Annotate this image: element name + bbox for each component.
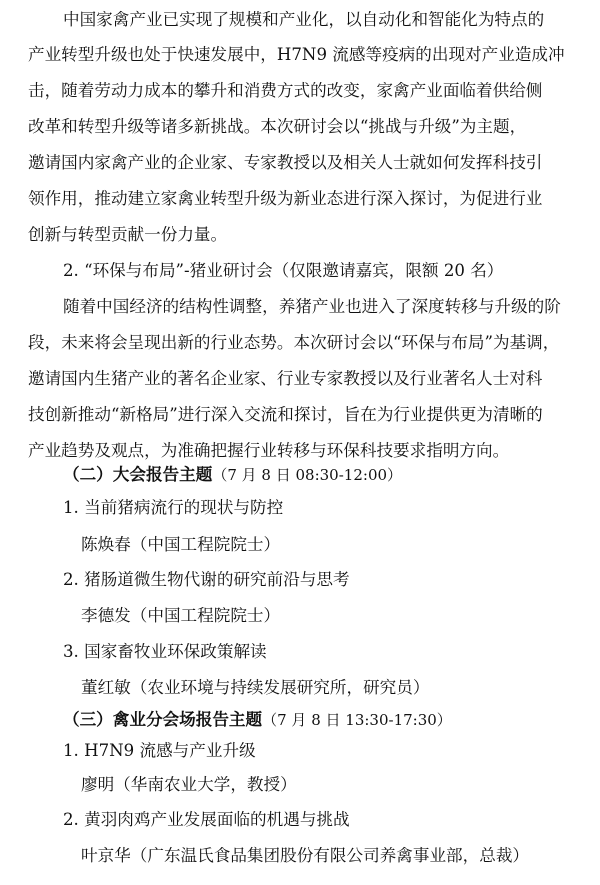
paragraph-line: 击，随着劳动力成本的攀升和消费方式的改变，家禽产业面临着供给侧	[28, 81, 543, 100]
paragraph-line: 段，未来将会呈现出新的行业态势。本次研讨会以“环保与布局”为基调，	[28, 333, 560, 352]
report-title: 2. 猪肠道微生物代谢的研究前沿与思考	[63, 570, 350, 589]
paragraph-line: 邀请国内家禽产业的企业家、专家教授以及相关人士就如何发挥科技引	[28, 153, 543, 172]
report-title: 2. 黄羽肉鸡产业发展面临的机遇与挑战	[63, 810, 350, 829]
report-speaker: 李德发（中国工程院院士）	[81, 606, 281, 625]
paragraph-line: 产业转型升级也处于快速发展中，H7N9 流感等疫病的出现对产业造成冲	[28, 45, 565, 64]
section-heading-title: （三）禽业分会场报告主题	[63, 709, 263, 729]
report-speaker: 叶京华（广东温氏食品集团股份有限公司养禽事业部，总裁）	[81, 846, 530, 865]
paragraph-line: 技创新推动“新格局”进行深入交流和探讨，旨在为行业提供更为清晰的	[28, 405, 543, 424]
paragraph-line: 创新与转型贡献一份力量。	[28, 225, 228, 244]
report-speaker: 陈焕春（中国工程院院士）	[81, 535, 281, 554]
section-heading	[63, 709, 452, 730]
section-heading-time: （7 月 8 日 13:30-17:30）	[262, 711, 452, 729]
paragraph-line: 中国家禽产业已实现了规模和产业化，以自动化和智能化为特点的	[63, 10, 545, 29]
paragraph-line: 随着中国经济的结构性调整，养猪产业也进入了深度转移与升级的阶	[63, 297, 561, 316]
report-title: 1. H7N9 流感与产业升级	[63, 741, 256, 760]
section-heading	[63, 464, 402, 485]
paragraph-line: 产业趋势及观点，为准确把握行业转移与环保科技要求指明方向。	[28, 441, 510, 460]
paragraph-line: 邀请国内生猪产业的著名企业家、行业专家教授以及行业著名人士对科	[28, 369, 543, 388]
paragraph-line: 领作用，推动建立家禽业转型升级为新业态进行深入探讨，为促进行业	[28, 189, 543, 208]
report-title: 3. 国家畜牧业环保政策解读	[63, 642, 267, 661]
section-heading-time: （7 月 8 日 08:30-12:00）	[212, 466, 403, 484]
report-title: 1. 当前猪病流行的现状与防控	[63, 498, 284, 517]
report-speaker: 董红敏（农业环境与持续发展研究所，研究员）	[81, 678, 430, 697]
paragraph-line: 改革和转型升级等诸多新挑战。本次研讨会以“挑战与升级”为主题，	[28, 117, 527, 136]
subsection-title: 2. “环保与布局”-猪业研讨会（仅限邀请嘉宾，限额 20 名）	[63, 261, 504, 280]
section-heading-title: （二）大会报告主题	[63, 464, 213, 484]
report-speaker: 廖明（华南农业大学，教授）	[81, 775, 297, 794]
